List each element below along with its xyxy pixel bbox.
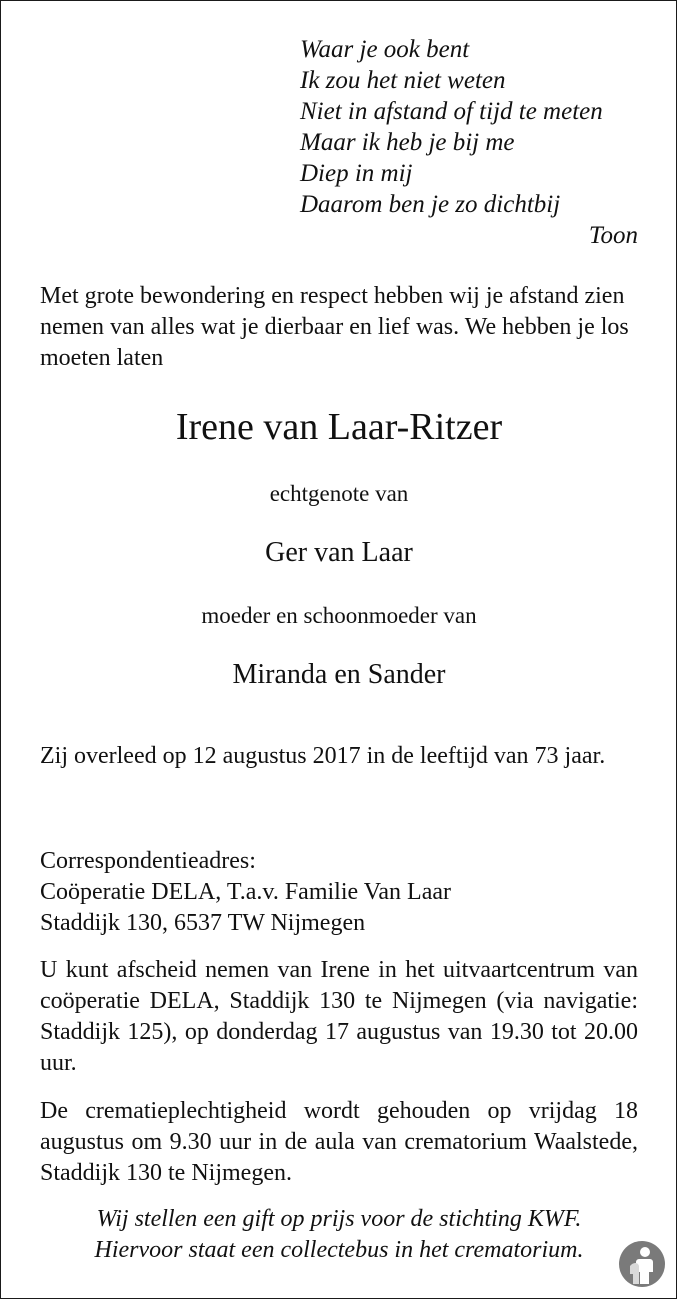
poem-line: Ik zou het niet weten	[300, 67, 506, 94]
closing-line: Wij stellen een gift op prijs voor de stichting KWF.	[96, 1206, 582, 1232]
correspondence-block	[40, 846, 638, 939]
cremation-text: De crematieplechtigheid wordt gehouden op vrijdag 18 augustus om 9.30 uur in de aula van crematorium Waalstede, Staddijk 130 te Nijmegen.	[40, 1098, 638, 1186]
closing-line: Hiervoor staat een collectebus in het crematorium.	[94, 1237, 584, 1263]
farewell-text: U kunt afscheid nemen van Irene in het uitvaartcentrum van coöperatie DELA, Staddijk 130 te Nijmegen (via navigatie: Staddijk 125), op donderdag 17 augustus van 19.30 tot 20.00 uur.	[40, 957, 638, 1076]
death-notice: Zij overleed op 12 augustus 2017 in de leeftijd van 73 jaar.	[40, 743, 606, 769]
relation-spouse-label: echtgenote van	[269, 481, 409, 506]
poem-line: Niet in afstand of tijd te meten	[300, 98, 603, 125]
intro-text: Met grote bewondering en respect hebben wij je afstand zien nemen van alles wat je dierbaar en lief was. We hebben je los moeten laten	[40, 283, 629, 371]
publisher-logo-icon	[618, 1240, 666, 1288]
spouse-name: Ger van Laar	[265, 537, 413, 568]
poem-line: Daarom ben je zo dichtbij	[300, 191, 561, 218]
poem-line: Diep in mij	[300, 160, 413, 187]
relation-children-label: moeder en schoonmoeder van	[201, 603, 477, 628]
poem	[300, 34, 638, 251]
correspondence-label: Correspondentieadres:	[40, 848, 256, 874]
correspondence-line: Staddijk 130, 6537 TW Nijmegen	[40, 910, 366, 936]
children-names: Miranda en Sander	[232, 659, 446, 690]
poem-line: Waar je ook bent	[300, 36, 470, 63]
poem-author: Toon	[588, 222, 638, 249]
deceased-name: Irene van Laar-Ritzer	[175, 406, 503, 448]
closing-note	[40, 1204, 638, 1266]
poem-line: Maar ik heb je bij me	[300, 129, 515, 156]
correspondence-line: Coöperatie DELA, T.a.v. Familie Van Laar	[40, 879, 451, 905]
